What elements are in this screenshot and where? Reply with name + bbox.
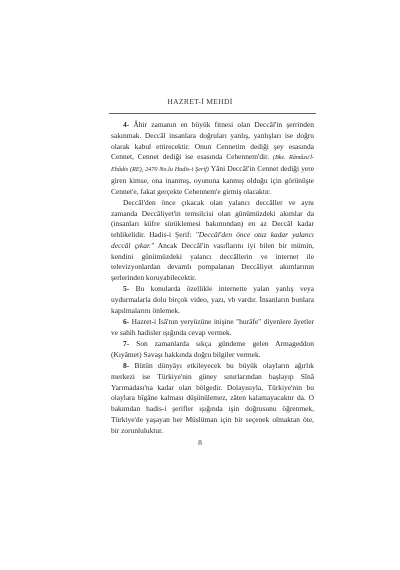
paragraph-8 — [111, 361, 314, 436]
item-number: 5- — [123, 284, 130, 294]
paragraph-text: Bu konularda özellikle internette yalan yanlış veya uydurmalarla dolu birçok video, yazı, vb vardır. İnsanların bunlara kapılmalarını önlemek. — [111, 284, 314, 315]
citation: (Bkz. Râmûzu'l-Ehâdis (RE), 2470 No.lu Hadis-i Şerif) — [111, 154, 314, 173]
paragraph-4 — [111, 120, 314, 197]
paragraph-text: Hazret-i İsâ'nın yeryüzüne inişine "hurâfe" diyenlere âyetler ve sahih hadisler ışığında cevap vermek. — [111, 317, 314, 337]
paragraph-text: Yâni Deccâl'in Cennet dediği yere giren kimse, ona inanmış, oyununa kanmış olduğu için görünüşte Cennet'e, fakat gerçekte Cehennem'e girmiş olacaktır. — [111, 164, 314, 196]
paragraph-text: Deccâl'den önce çıkacak olan yalancı deccâller ve aynı zamanda Deccâliyet'in temsilcisi olan günümüzdeki akımlar da (insanları küfre sürüklemesi bakımından) en az Deccâl kadar tehlikelidir. Hadis-i Şerif: — [111, 197, 314, 239]
paragraph-deccal — [111, 198, 314, 284]
paragraph-7 — [111, 339, 314, 361]
item-number: 8- — [123, 361, 130, 370]
paragraph-5 — [111, 284, 314, 316]
running-header: HAZRET-İ MEHDİ — [167, 97, 233, 106]
body-text — [111, 120, 314, 437]
hadith-quote: "Deccâl'den önce otuz kadar yalancı deccâl çıkar." — [111, 230, 314, 250]
item-number: 7- — [123, 339, 130, 348]
paragraph-text: Ancak Deccâl'in vasıflarını iyi bilen bir mümin, kendini günümüzdeki yalancı deccâllerin ve internet ile televizyonlardan devamlı pompalanan Deccâliyet akımlarının şerlerinden koruyabilecektir. — [111, 240, 314, 282]
header-rule — [109, 113, 316, 114]
item-number: 4- — [123, 120, 130, 129]
paragraph-text: Bütün dünyâyı etkileyecek bu büyük olayların ağırlık merkezi ise Türkiye'nin güney sınırlarından başlayıp Sînâ Yarımadası'na kadar olan bölgedir. Dolayısıyla, Türkiye'nin bu olaylara bîgâne kalması düşünülemez, zâten kalamayacaktır da. O bakımdan hadis-i şerifler ışığında işin doğrusunu öğrenmek, Türkiye'de yaşayan her Müslüman için bir seçenek olmaktan öte, bir zorunluluktur. — [111, 361, 314, 435]
page-number: 8 — [198, 438, 202, 447]
item-number: 6- — [123, 317, 130, 326]
paragraph-text: Son zamanlarda sıkça gündeme gelen Armageddon (Kıyâmet) Savaşı hakkında doğru bilgiler vermek. — [111, 339, 314, 359]
paragraph-text: Âhir zamanın en büyük fitnesi olan Deccâl'in şerrinden sakınmak. Deccâl insanlara doğruları yanlış, yanlışları ise doğru olarak kabul ettirecektir. Onun Cennetim dediği şey esasında Cennet, Cennet dediği ise esasında Cehennem'dir. — [111, 120, 314, 162]
paragraph-6 — [111, 317, 314, 339]
